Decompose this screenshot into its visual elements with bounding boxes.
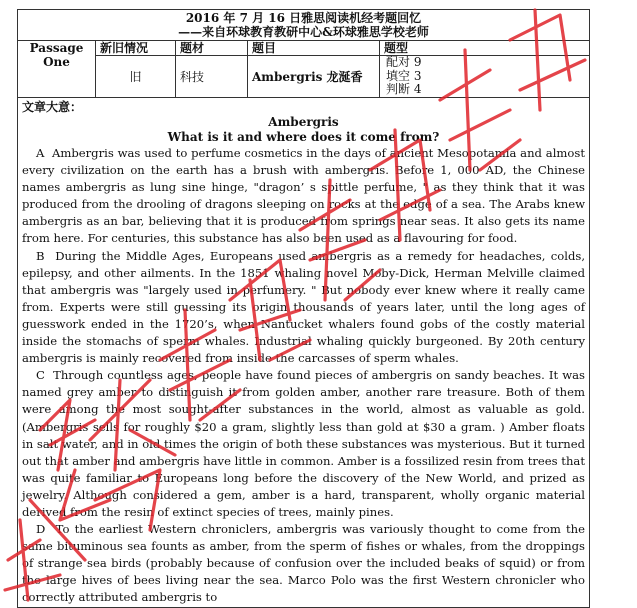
question-type-row [384, 56, 585, 70]
article-summary-cell [18, 98, 590, 608]
question-type-list [380, 56, 590, 98]
exam-info-table [17, 9, 590, 608]
paragraph-a [22, 145, 585, 248]
article-subtitle: What is it and where does it come from? [167, 130, 440, 144]
article-title: Ambergris [268, 115, 339, 129]
col-topic-header: 题目 [248, 41, 380, 56]
title-line-1: 2016 年 7 月 16 日雅思阅读机经考题回忆 [185, 11, 422, 25]
paragraph-c [22, 367, 585, 521]
paragraph-letter: B [36, 248, 45, 263]
question-type-count: 9 [413, 55, 422, 69]
title-line-2: ——来自环球教育教研中心&环球雅思学校老师 [178, 25, 429, 39]
question-type-row [384, 70, 585, 84]
question-type-count: 4 [413, 82, 422, 96]
paragraph-b [22, 248, 585, 368]
paragraph-letter: A [36, 146, 45, 160]
question-type-label: 填空 [386, 68, 411, 83]
new-old-value: 旧 [96, 56, 176, 98]
paragraph-d [22, 521, 585, 606]
col-subject-header: 题材 [176, 41, 248, 56]
question-type-label: 配对 [386, 55, 411, 69]
passage-label: Passage One [18, 41, 96, 98]
document-title [18, 10, 590, 41]
question-type-row [384, 83, 585, 97]
paragraph-letter: C [36, 368, 45, 383]
col-new-old-header: 新旧情况 [96, 41, 176, 56]
subject-value: 科技 [176, 56, 248, 98]
paragraph-text: To the earliest Western chroniclers, ambergris was variously thought to come from the same bituminous sea founts as amber, from the sperm of fishes or whales, from the droppings of strange sea birds (probably because of confusion over the included beaks of squid) or from the large hives of bees living near the sea. Marco Polo was the first Western chronicler who correctly attributed ambergris to [22, 522, 585, 605]
col-type-header: 题型 [380, 41, 590, 56]
question-type-label: 判断 [386, 82, 411, 96]
paragraph-text: During the Middle Ages, Europeans used ambergris as a remedy for headaches, colds, epilepsy, and other ailments. In the 1851 whaling novel Moby-Dick, Herman Melville claimed that ambergris was "largely used in perfumery. " But nobody ever knew where it really came from. Experts were still guessing its origin thousands of years later, until the long ages of guesswork ended in the 1720’s, when Nantucket whalers found gobs of the costly material inside the stomachs of sperm whales. Industrial whaling quickly burgeoned. By 20th century ambergris is mainly recovered from inside the carcasses of sperm whales. [22, 248, 586, 366]
paragraph-text: Through countless ages, people have found pieces of ambergris on sandy beaches. It was named grey amber to distinguish it from golden amber, another rare treasure. Both of them were among the most sought-after substances in the world, almost as valuable as gold. (Ambergris sells for roughly $20 a gram, slightly less than gold at $30 a gram. ) Amber floats in salt water, and in old times the origin of both these substances was mysterious. But it turned out that amber and ambergris have little in common. Amber is a fossilized resin from trees that was quite familiar to Europeans long before the discovery of the New World, and prized as jewelry. Although considered a gem, amber is a hard, transparent, wholly organic material derived from the resin of extinct species of trees, mainly pines. [22, 368, 585, 519]
summary-label: 文章大意： [22, 100, 83, 114]
topic-value: Ambergris 龙涎香 [248, 56, 380, 98]
paragraph-letter: D [36, 522, 46, 537]
paragraph-text: Ambergris was used to perfume cosmetics in the days of ancient Mesopotamia and almost every civilization on the earth has a brush with ambergris. Before 1, 000 AD, the Chinese names ambergris as lung sine hinge, "dragon’ s spittle perfume, " as they think that it was produced from the drooling of dragons sleeping on rocks at the edge of a sea. The Arabs knew ambergris as an bar, believing that it is produced from springs near seas. It also gets its name from here. For centuries, this substance has also been used as a flavouring for food. [22, 146, 585, 246]
document-page [17, 9, 618, 605]
question-type-count: 3 [413, 68, 422, 83]
